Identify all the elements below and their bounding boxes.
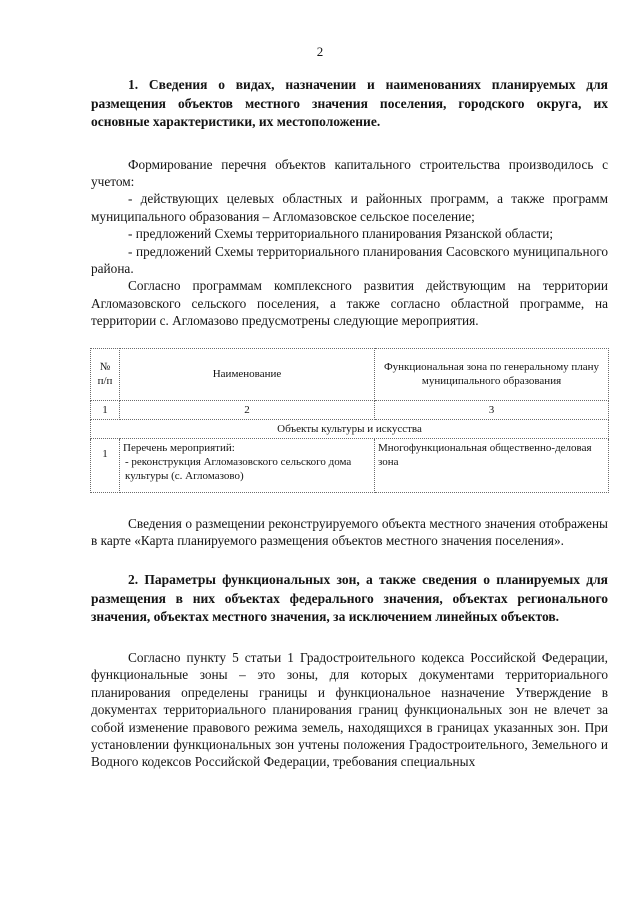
row-num: 1 <box>91 438 120 492</box>
programs-paragraph: Согласно программам комплексного развития действующим на территории Агломазовского сельского поселения, а также согласно областной программе, на территории с. Агломазово предусмотрены следующие мероприятия. <box>91 278 608 329</box>
section-2-heading: 2. Параметры функциональных зон, а также сведения о планируемых для размещения в них объектах федерального значения, объектах регионального значения, объектах местного значения, за исключением линейных объектов. <box>91 572 608 625</box>
column-number-1: 1 <box>91 400 120 419</box>
table-row <box>91 438 609 492</box>
column-number-row <box>91 400 609 419</box>
group-row <box>91 419 609 438</box>
column-number-3: 3 <box>375 400 609 419</box>
group-title: Объекты культуры и искусства <box>91 419 609 438</box>
row-name-item: - реконструкция Агломазовского сельского дома культуры (с. Агломазово) <box>125 455 352 482</box>
row-zone: Многофункциональная общественно-деловая зона <box>375 438 609 492</box>
document-body <box>91 76 608 771</box>
section-1-intro: Формирование перечня объектов капитального строительства производилось с учетом: <box>91 156 608 189</box>
header-num: № п/п <box>91 348 120 400</box>
row-name-title: Перечень мероприятий: <box>123 441 235 454</box>
table-header-row <box>91 348 609 400</box>
header-name: Наименование <box>120 348 375 400</box>
bullet-sasovo-scheme: - предложений Схемы территориального планирования Сасовского муниципального района. <box>91 243 608 276</box>
column-number-2: 2 <box>120 400 375 419</box>
after-table-paragraph: Сведения о размещении реконструируемого объекта местного значения отображены в карте «Карта планируемого размещения объектов местного значения поселения». <box>91 515 608 548</box>
measures-table <box>90 348 609 493</box>
row-name <box>120 438 375 492</box>
section-2-body: Согласно пункту 5 статьи 1 Градостроительного кодекса Российской Федерации, функциональные зоны – это зоны, для которых документами территориального планирования определены границы и функциональное назначение Утверждение в документах территориального планирования границ функциональных зон не влечет за собой изменение правового режима земель, находящихся в границах указанных зон. При установлении функциональных зон учтены положения Градостроительного, Земельного и Водного кодексов Российской Федерации, требования специальных <box>91 649 608 770</box>
section-1-heading: 1. Сведения о видах, назначении и наименованиях планируемых для размещения объектов местного значения поселения, городского округа, их основные характеристики, их местоположение. <box>91 77 608 129</box>
bullet-regional-programs: - действующих целевых областных и районных программ, а также программ муниципального образования – Агломазовское сельское поселение; <box>91 191 608 224</box>
header-zone: Функциональная зона по генеральному плану муниципального образования <box>375 348 609 400</box>
page-number: 2 <box>316 44 324 59</box>
bullet-ryazan-scheme: - предложений Схемы территориального планирования Рязанской области; <box>128 226 554 242</box>
